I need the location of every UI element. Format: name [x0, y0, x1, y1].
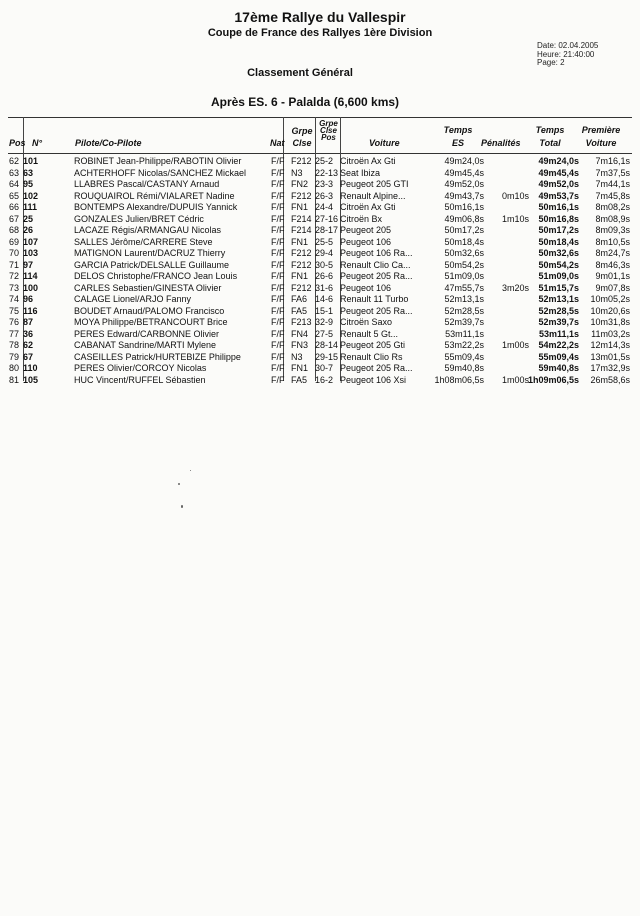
- cell-group-class: N3: [291, 167, 303, 178]
- cell-car: Peugeot 205 Gti: [340, 340, 406, 350]
- cell-crew: ROBINET Jean-Philippe/RABOTIN Olivier: [74, 156, 242, 166]
- cell-crew: BONTEMPS Alexandre/DUPUIS Yannick: [74, 202, 238, 212]
- cell-car-number: 116: [23, 305, 38, 316]
- cell-crew: LACAZE Régis/ARMANGAU Nicolas: [74, 225, 222, 235]
- cell-stage-time: 49m24,0s: [444, 156, 484, 166]
- table-top-rule: [8, 117, 632, 118]
- table-row: [8, 156, 632, 168]
- cell-position: 70: [9, 248, 20, 258]
- cell-total-time: 51m09,0s: [538, 271, 579, 281]
- col-header-class-pos: [316, 120, 341, 141]
- cell-penalty: 0m10s: [501, 190, 529, 201]
- cell-car-number: 96: [23, 294, 34, 304]
- col-header-first-car: [578, 126, 624, 147]
- col-header-group: [290, 127, 314, 147]
- table-row: [8, 260, 632, 272]
- cell-gap-to-first: 26m58,6s: [590, 374, 630, 385]
- table-row: [8, 283, 632, 295]
- cell-total-time: 55m09,4s: [538, 351, 579, 362]
- cell-position: 76: [9, 317, 20, 327]
- cell-class-position: 26-6: [315, 271, 334, 281]
- cell-car: Peugeot 106: [340, 236, 392, 247]
- cell-gap-to-first: 13m01,5s: [590, 351, 630, 362]
- cell-position: 71: [9, 259, 20, 270]
- cell-stage-time: 50m18,4s: [444, 236, 484, 247]
- cell-crew: MATIGNON Laurent/DACRUZ Thierry: [74, 248, 226, 258]
- cell-position: 62: [9, 156, 20, 166]
- col-header-nat: Nat: [270, 138, 285, 148]
- cell-penalty: 1m00s: [501, 374, 529, 385]
- cell-stage-time: 53m22,2s: [444, 340, 484, 350]
- col-header-first-car-line2: Voiture: [585, 138, 617, 148]
- col-header-es: [438, 126, 478, 147]
- cell-position: 79: [9, 351, 20, 362]
- cell-class-position: 30-7: [315, 363, 334, 373]
- table-row: [8, 375, 632, 387]
- cell-class-position: 27-16: [315, 213, 339, 224]
- cell-position: 75: [9, 305, 20, 316]
- cell-gap-to-first: 8m08,9s: [595, 213, 630, 224]
- cell-total-time: 1h09m06,5s: [528, 374, 579, 385]
- col-header-group-line1: Grpe: [291, 126, 313, 136]
- cell-gap-to-first: 10m20,6s: [590, 305, 630, 316]
- cell-gap-to-first: 7m37,5s: [595, 167, 630, 178]
- cell-position: 74: [9, 294, 20, 304]
- cell-group-class: FA6: [291, 294, 308, 304]
- cell-nationality: F/F: [271, 225, 285, 235]
- cell-group-class: FN1: [291, 271, 309, 281]
- cell-class-position: 31-6: [315, 282, 334, 293]
- col-header-total-line2: Total: [539, 138, 561, 148]
- cell-gap-to-first: 8m09,3s: [595, 225, 630, 235]
- table-row: [8, 340, 632, 352]
- cell-class-position: 24-4: [315, 202, 334, 212]
- cell-nationality: F/F: [271, 179, 285, 189]
- cell-nationality: F/F: [271, 259, 285, 270]
- table-row: [8, 179, 632, 191]
- cell-gap-to-first: 7m44,1s: [595, 179, 630, 189]
- cell-stage-time: 52m28,5s: [444, 305, 484, 316]
- cell-group-class: F212: [291, 248, 312, 258]
- cell-stage-time: 50m32,6s: [444, 248, 484, 258]
- table-row: [8, 352, 632, 364]
- cell-class-position: 32-9: [315, 317, 334, 327]
- cell-group-class: FA5: [291, 305, 308, 316]
- table-header-rule: [8, 153, 632, 154]
- cell-gap-to-first: 8m08,2s: [595, 202, 630, 212]
- cell-position: 66: [9, 202, 20, 212]
- cell-group-class: F212: [291, 259, 312, 270]
- cell-car: Renault Alpine...: [340, 190, 406, 201]
- cell-crew: GONZALES Julien/BRET Cédric: [74, 213, 204, 224]
- cell-class-position: 15-1: [315, 305, 334, 316]
- cell-class-position: 25-5: [315, 236, 334, 247]
- cell-gap-to-first: 9m01,1s: [595, 271, 630, 281]
- cell-car: Peugeot 205 Ra...: [340, 363, 413, 373]
- col-header-num: N°: [32, 138, 43, 148]
- cell-crew: CASEILLES Patrick/HURTEBIZE Philippe: [74, 351, 241, 362]
- cell-class-position: 28-14: [315, 340, 339, 350]
- cell-crew: PERES Edward/CARBONNE Olivier: [74, 328, 220, 339]
- cell-stage-time: 52m39,7s: [444, 317, 484, 327]
- cell-car-number: 102: [23, 190, 39, 201]
- cell-car: Renault 11 Turbo: [340, 294, 409, 304]
- cell-gap-to-first: 7m16,1s: [595, 156, 630, 166]
- cell-total-time: 49m24,0s: [538, 156, 579, 166]
- cell-stage-time: 49m52,0s: [444, 179, 484, 189]
- cell-crew: ACHTERHOFF Nicolas/SANCHEZ Mickael: [74, 167, 247, 178]
- cell-car-number: 36: [23, 328, 34, 339]
- col-header-first-car-line1: Première: [581, 125, 621, 135]
- cell-total-time: 50m54,2s: [538, 259, 579, 270]
- col-header-penalties: Pénalités: [481, 138, 521, 148]
- cell-nationality: F/F: [271, 282, 285, 293]
- cell-class-position: 29-15: [315, 351, 339, 362]
- cell-total-time: 51m15,7s: [538, 282, 579, 293]
- cell-crew: BOUDET Arnaud/PALOMO Francisco: [74, 305, 225, 316]
- cell-class-position: 22-13: [315, 167, 339, 178]
- cell-gap-to-first: 10m31,8s: [590, 317, 630, 327]
- results-table-body: [8, 156, 632, 386]
- cell-gap-to-first: 12m14,3s: [590, 340, 630, 350]
- cell-car-number: 101: [23, 156, 39, 166]
- cell-gap-to-first: 9m07,8s: [595, 282, 630, 293]
- cell-nationality: F/F: [271, 374, 285, 385]
- cell-car-number: 100: [23, 282, 39, 293]
- cell-stage-time: 59m40,8s: [444, 363, 484, 373]
- cell-stage-time: 49m06,8s: [444, 213, 484, 224]
- table-row: [8, 363, 632, 375]
- cell-group-class: FN1: [291, 363, 309, 373]
- cell-nationality: F/F: [271, 167, 285, 178]
- scan-speck: [190, 470, 191, 471]
- col-header-total-line1: Temps: [535, 125, 565, 135]
- cell-group-class: FN4: [291, 328, 309, 339]
- table-row: [8, 317, 632, 329]
- cell-stage-time: 52m13,1s: [444, 294, 484, 304]
- cell-car-number: 97: [23, 259, 34, 270]
- cell-penalty: 3m20s: [501, 282, 529, 293]
- cell-group-class: F213: [291, 317, 312, 327]
- cell-group-class: FN1: [291, 236, 309, 247]
- cell-group-class: F214: [291, 225, 312, 235]
- cell-class-position: 16-2: [315, 374, 334, 385]
- cell-nationality: F/F: [271, 248, 285, 258]
- cell-group-class: F214: [291, 213, 312, 224]
- cell-car: Citroën Saxo: [340, 317, 393, 327]
- col-header-pos: Pos: [9, 138, 26, 148]
- table-row: [8, 306, 632, 318]
- cell-total-time: 50m17,2s: [538, 225, 579, 235]
- col-header-total: [530, 126, 570, 147]
- cell-car: Peugeot 205 Ra...: [340, 271, 413, 281]
- cell-nationality: F/F: [271, 236, 285, 247]
- cell-position: 68: [9, 225, 20, 235]
- cell-nationality: F/F: [271, 317, 285, 327]
- cell-car-number: 67: [23, 351, 34, 362]
- cell-stage-time: 50m16,1s: [444, 202, 484, 212]
- cell-crew: LLABRES Pascal/CASTANY Arnaud: [74, 179, 220, 189]
- col-header-crew: Pilote/Co-Pilote: [75, 138, 142, 148]
- cell-nationality: F/F: [271, 305, 285, 316]
- cell-position: 72: [9, 271, 20, 281]
- cell-car: Citroën Ax Gti: [340, 156, 396, 166]
- print-meta: [537, 42, 598, 68]
- col-header-class-pos-line3: Pos: [321, 133, 336, 142]
- cell-gap-to-first: 10m05,2s: [590, 294, 630, 304]
- cell-crew: MOYA Philippe/BETRANCOURT Brice: [74, 317, 228, 327]
- cell-class-position: 28-17: [315, 225, 339, 235]
- cell-car: Peugeot 205: [340, 225, 392, 235]
- cell-nationality: F/F: [271, 294, 285, 304]
- table-row: [8, 168, 632, 180]
- col-header-es-line1: Temps: [443, 125, 473, 135]
- stage-heading: Après ES. 6 - Palalda (6,600 kms): [210, 95, 400, 109]
- cell-gap-to-first: 17m32,9s: [590, 363, 630, 373]
- cell-position: 77: [9, 328, 20, 339]
- col-header-group-line2: Clse: [292, 138, 312, 148]
- cell-crew: SALLES Jérôme/CARRERE Steve: [74, 236, 213, 247]
- cell-class-position: 14-6: [315, 294, 334, 304]
- scan-speck: [181, 505, 183, 508]
- cell-stage-time: 53m11,1s: [445, 328, 484, 339]
- col-header-class-pos-line1: Grpe: [319, 119, 338, 128]
- scan-speck: [178, 483, 180, 485]
- table-row: [8, 225, 632, 237]
- cell-total-time: 50m18,4s: [538, 236, 579, 247]
- cell-total-time: 53m11,1s: [538, 328, 579, 339]
- cell-total-time: 59m40,8s: [538, 363, 579, 373]
- cell-total-time: 50m32,6s: [538, 248, 579, 258]
- cell-car: Citroën Bx: [340, 213, 383, 224]
- cell-total-time: 52m28,5s: [538, 305, 579, 316]
- table-row: [8, 237, 632, 249]
- cell-car-number: 63: [23, 167, 34, 178]
- cell-total-time: 50m16,1s: [538, 202, 579, 212]
- cell-class-position: 26-3: [315, 190, 334, 201]
- cell-position: 78: [9, 340, 20, 350]
- cell-group-class: N3: [291, 351, 303, 362]
- cell-nationality: F/F: [271, 363, 285, 373]
- cell-position: 81: [9, 374, 20, 385]
- page-number: Page: 2: [537, 58, 565, 67]
- cell-car-number: 62: [23, 340, 34, 350]
- cell-car: Peugeot 205 Ra...: [340, 305, 413, 316]
- cell-nationality: F/F: [271, 271, 285, 281]
- cell-car: Peugeot 205 GTI: [340, 179, 409, 189]
- cell-car: Peugeot 106 Xsi: [340, 374, 407, 385]
- cell-car-number: 114: [23, 271, 38, 281]
- cell-car: Peugeot 106 Ra...: [340, 248, 413, 258]
- table-row: [8, 248, 632, 260]
- col-header-car: Voiture: [369, 138, 400, 148]
- cell-stage-time: 55m09,4s: [444, 351, 484, 362]
- cell-crew: GARCIA Patrick/DELSALLE Guillaume: [74, 259, 230, 270]
- cell-car-number: 110: [23, 363, 38, 373]
- cell-car-number: 25: [23, 213, 34, 224]
- cell-class-position: 27-5: [315, 328, 334, 339]
- table-row: [8, 202, 632, 214]
- cell-car-number: 107: [23, 236, 39, 247]
- cell-total-time: 54m22,2s: [538, 340, 579, 350]
- cell-group-class: F212: [291, 190, 312, 201]
- cell-group-class: F212: [291, 156, 312, 166]
- cell-nationality: F/F: [271, 340, 285, 350]
- cell-position: 63: [9, 167, 20, 178]
- cell-position: 80: [9, 363, 20, 373]
- print-time: Heure: 21:40:00: [537, 49, 595, 59]
- cell-group-class: FN2: [291, 179, 309, 189]
- cell-stage-time: 49m45,4s: [444, 167, 484, 178]
- cell-group-class: FA5: [291, 374, 308, 385]
- cell-nationality: F/F: [271, 202, 285, 212]
- cell-group-class: FN3: [291, 340, 309, 350]
- cell-car-number: 103: [23, 248, 39, 258]
- cell-nationality: F/F: [271, 190, 285, 201]
- col-header-class-pos-line2: Clse: [320, 126, 337, 135]
- table-row: [8, 329, 632, 341]
- cell-stage-time: 1h08m06,5s: [434, 374, 484, 385]
- cell-crew: CARLES Sebastien/GINESTA Olivier: [74, 282, 222, 293]
- cell-position: 65: [9, 190, 20, 201]
- cell-gap-to-first: 8m46,3s: [595, 259, 630, 270]
- cell-crew: CALAGE Lionel/ARJO Fanny: [74, 294, 192, 304]
- cell-total-time: 49m52,0s: [538, 179, 579, 189]
- cell-position: 69: [9, 236, 20, 247]
- cell-position: 73: [9, 282, 20, 293]
- cell-class-position: 25-2: [315, 156, 334, 166]
- cell-class-position: 29-4: [315, 248, 334, 258]
- cell-stage-time: 50m17,2s: [444, 225, 484, 235]
- cell-crew: HUC Vincent/RUFFEL Sébastien: [74, 374, 206, 385]
- cell-car: Citroën Ax Gti: [340, 202, 396, 212]
- table-row: [8, 191, 632, 203]
- cell-gap-to-first: 7m45,8s: [595, 190, 630, 201]
- document-subtitle: Coupe de France des Rallyes 1ère Division: [207, 27, 433, 39]
- cell-penalty: 1m10s: [501, 213, 529, 224]
- cell-car: Renault Clio Ca...: [340, 259, 411, 270]
- cell-car-number: 87: [23, 317, 34, 327]
- cell-stage-time: 50m54,2s: [444, 259, 484, 270]
- cell-car: Seat Ibiza: [340, 167, 381, 178]
- cell-gap-to-first: 8m10,5s: [595, 236, 630, 247]
- cell-group-class: F212: [291, 282, 312, 293]
- cell-crew: CABANAT Sandrine/MARTI Mylene: [74, 340, 217, 350]
- cell-crew: DELOS Christophe/FRANCO Jean Louis: [74, 271, 238, 281]
- cell-total-time: 52m39,7s: [538, 317, 579, 327]
- cell-car: Renault 5 Gt...: [340, 328, 399, 339]
- cell-total-time: 49m53,7s: [538, 190, 579, 201]
- cell-position: 67: [9, 213, 20, 224]
- document-title: 17ème Rallye du Vallespir: [234, 9, 406, 25]
- print-date: Date: 02.04.2005: [537, 41, 599, 50]
- cell-crew: PERES Olivier/CORCOY Nicolas: [74, 363, 207, 373]
- table-row: [8, 294, 632, 306]
- cell-class-position: 23-3: [315, 179, 334, 189]
- cell-nationality: F/F: [271, 328, 285, 339]
- cell-car: Renault Clio Rs: [340, 351, 403, 362]
- cell-position: 64: [9, 179, 20, 189]
- cell-stage-time: 51m09,0s: [444, 271, 484, 281]
- cell-car-number: 105: [23, 374, 39, 385]
- cell-car-number: 26: [23, 225, 34, 235]
- cell-stage-time: 47m55,7s: [444, 282, 484, 293]
- cell-total-time: 50m16,8s: [538, 213, 579, 224]
- cell-gap-to-first: 11m03,2s: [591, 328, 630, 339]
- table-row: [8, 214, 632, 226]
- classification-heading: Classement Général: [247, 67, 353, 79]
- cell-gap-to-first: 8m24,7s: [595, 248, 630, 258]
- cell-nationality: F/F: [271, 156, 285, 166]
- cell-car-number: 95: [23, 179, 34, 189]
- cell-total-time: 49m45,4s: [538, 167, 579, 178]
- cell-class-position: 30-5: [315, 259, 334, 270]
- cell-stage-time: 49m43,7s: [444, 190, 484, 201]
- cell-group-class: FN1: [291, 202, 309, 212]
- cell-car-number: 111: [23, 202, 38, 212]
- cell-penalty: 1m00s: [501, 340, 529, 350]
- cell-crew: ROUQUAIROL Rémi/VIALARET Nadine: [74, 190, 235, 201]
- cell-car: Peugeot 106: [340, 282, 392, 293]
- col-header-es-line2: ES: [451, 138, 464, 148]
- cell-nationality: F/F: [271, 213, 285, 224]
- table-row: [8, 271, 632, 283]
- cell-total-time: 52m13,1s: [538, 294, 579, 304]
- cell-nationality: F/F: [271, 351, 285, 362]
